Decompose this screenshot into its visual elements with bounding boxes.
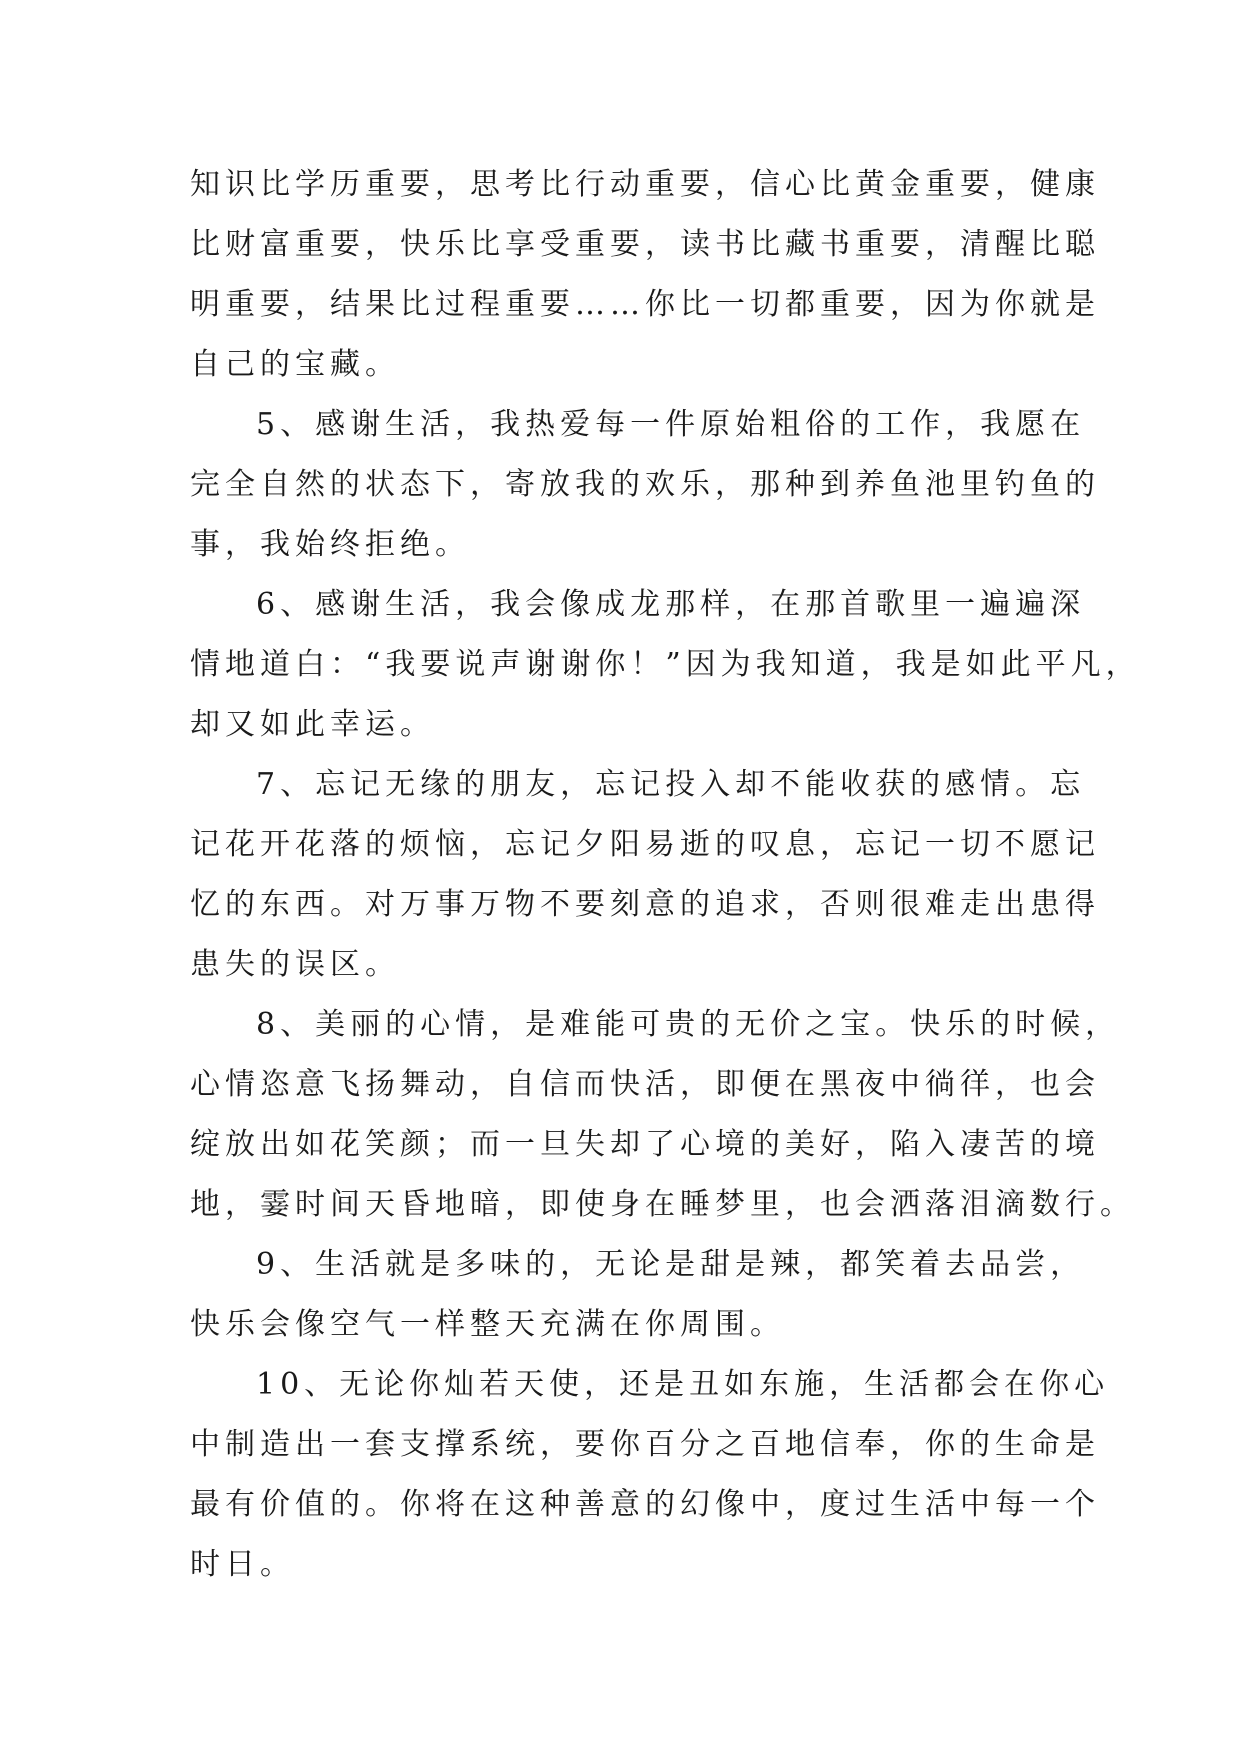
text-line: 6、感谢生活，我会像成龙那样，在那首歌里一遍遍深: [256, 587, 1086, 622]
text-line: 情地道白：“我要说声谢谢你！”因为我知道，我是如此平凡，: [190, 647, 1141, 682]
text-line: 忆的东西。对万事万物不要刻意的追求，否则很难走出患得: [190, 887, 1100, 922]
text-line: 7、忘记无缘的朋友，忘记投入却不能收获的感情。忘: [256, 767, 1086, 802]
text-line: 时日。: [190, 1547, 295, 1582]
text-line: 绽放出如花笑颜；而一旦失却了心境的美好，陷入凄苦的境: [190, 1127, 1100, 1162]
text-line: 10、无论你灿若天使，还是丑如东施，生活都会在你心: [256, 1367, 1110, 1402]
text-line: 5、感谢生活，我热爱每一件原始粗俗的工作，我愿在: [256, 407, 1086, 442]
text-line: 患失的误区。: [190, 947, 400, 982]
document-page: [190, 155, 1141, 1595]
paragraph-item-5: [190, 395, 1100, 575]
paragraph-item-7: [190, 755, 1100, 995]
paragraph-item-6: [190, 575, 1141, 755]
paragraph-item-10: [190, 1355, 1110, 1595]
paragraph-continuation: [190, 155, 1100, 395]
text-line: 却又如此幸运。: [190, 707, 435, 742]
text-line: 地，霎时间天昏地暗，即使身在睡梦里，也会洒落泪滴数行。: [190, 1187, 1135, 1222]
text-line: 最有价值的。你将在这种善意的幻像中，度过生活中每一个: [190, 1487, 1100, 1522]
paragraph-item-9: [190, 1235, 1086, 1355]
text-line: 明重要，结果比过程重要……你比一切都重要，因为你就是: [190, 287, 1100, 322]
text-line: 记花开花落的烦恼，忘记夕阳易逝的叹息，忘记一切不愿记: [190, 827, 1100, 862]
text-line: 8、美丽的心情，是难能可贵的无价之宝。快乐的时候，: [256, 1007, 1121, 1042]
text-line: 知识比学历重要，思考比行动重要，信心比黄金重要，健康: [190, 167, 1100, 202]
text-line: 9、生活就是多味的，无论是甜是辣，都笑着去品尝，: [256, 1247, 1086, 1282]
text-line: 完全自然的状态下，寄放我的欢乐，那种到养鱼池里钓鱼的: [190, 467, 1100, 502]
text-line: 自己的宝藏。: [190, 347, 400, 382]
text-line: 心情恣意飞扬舞动，自信而快活，即便在黑夜中徜徉，也会: [190, 1067, 1100, 1102]
text-line: 事，我始终拒绝。: [190, 527, 470, 562]
paragraph-item-8: [190, 995, 1135, 1235]
text-line: 快乐会像空气一样整天充满在你周围。: [190, 1307, 785, 1342]
text-line: 中制造出一套支撑系统，要你百分之百地信奉，你的生命是: [190, 1427, 1100, 1462]
text-line: 比财富重要，快乐比享受重要，读书比藏书重要，清醒比聪: [190, 227, 1100, 262]
